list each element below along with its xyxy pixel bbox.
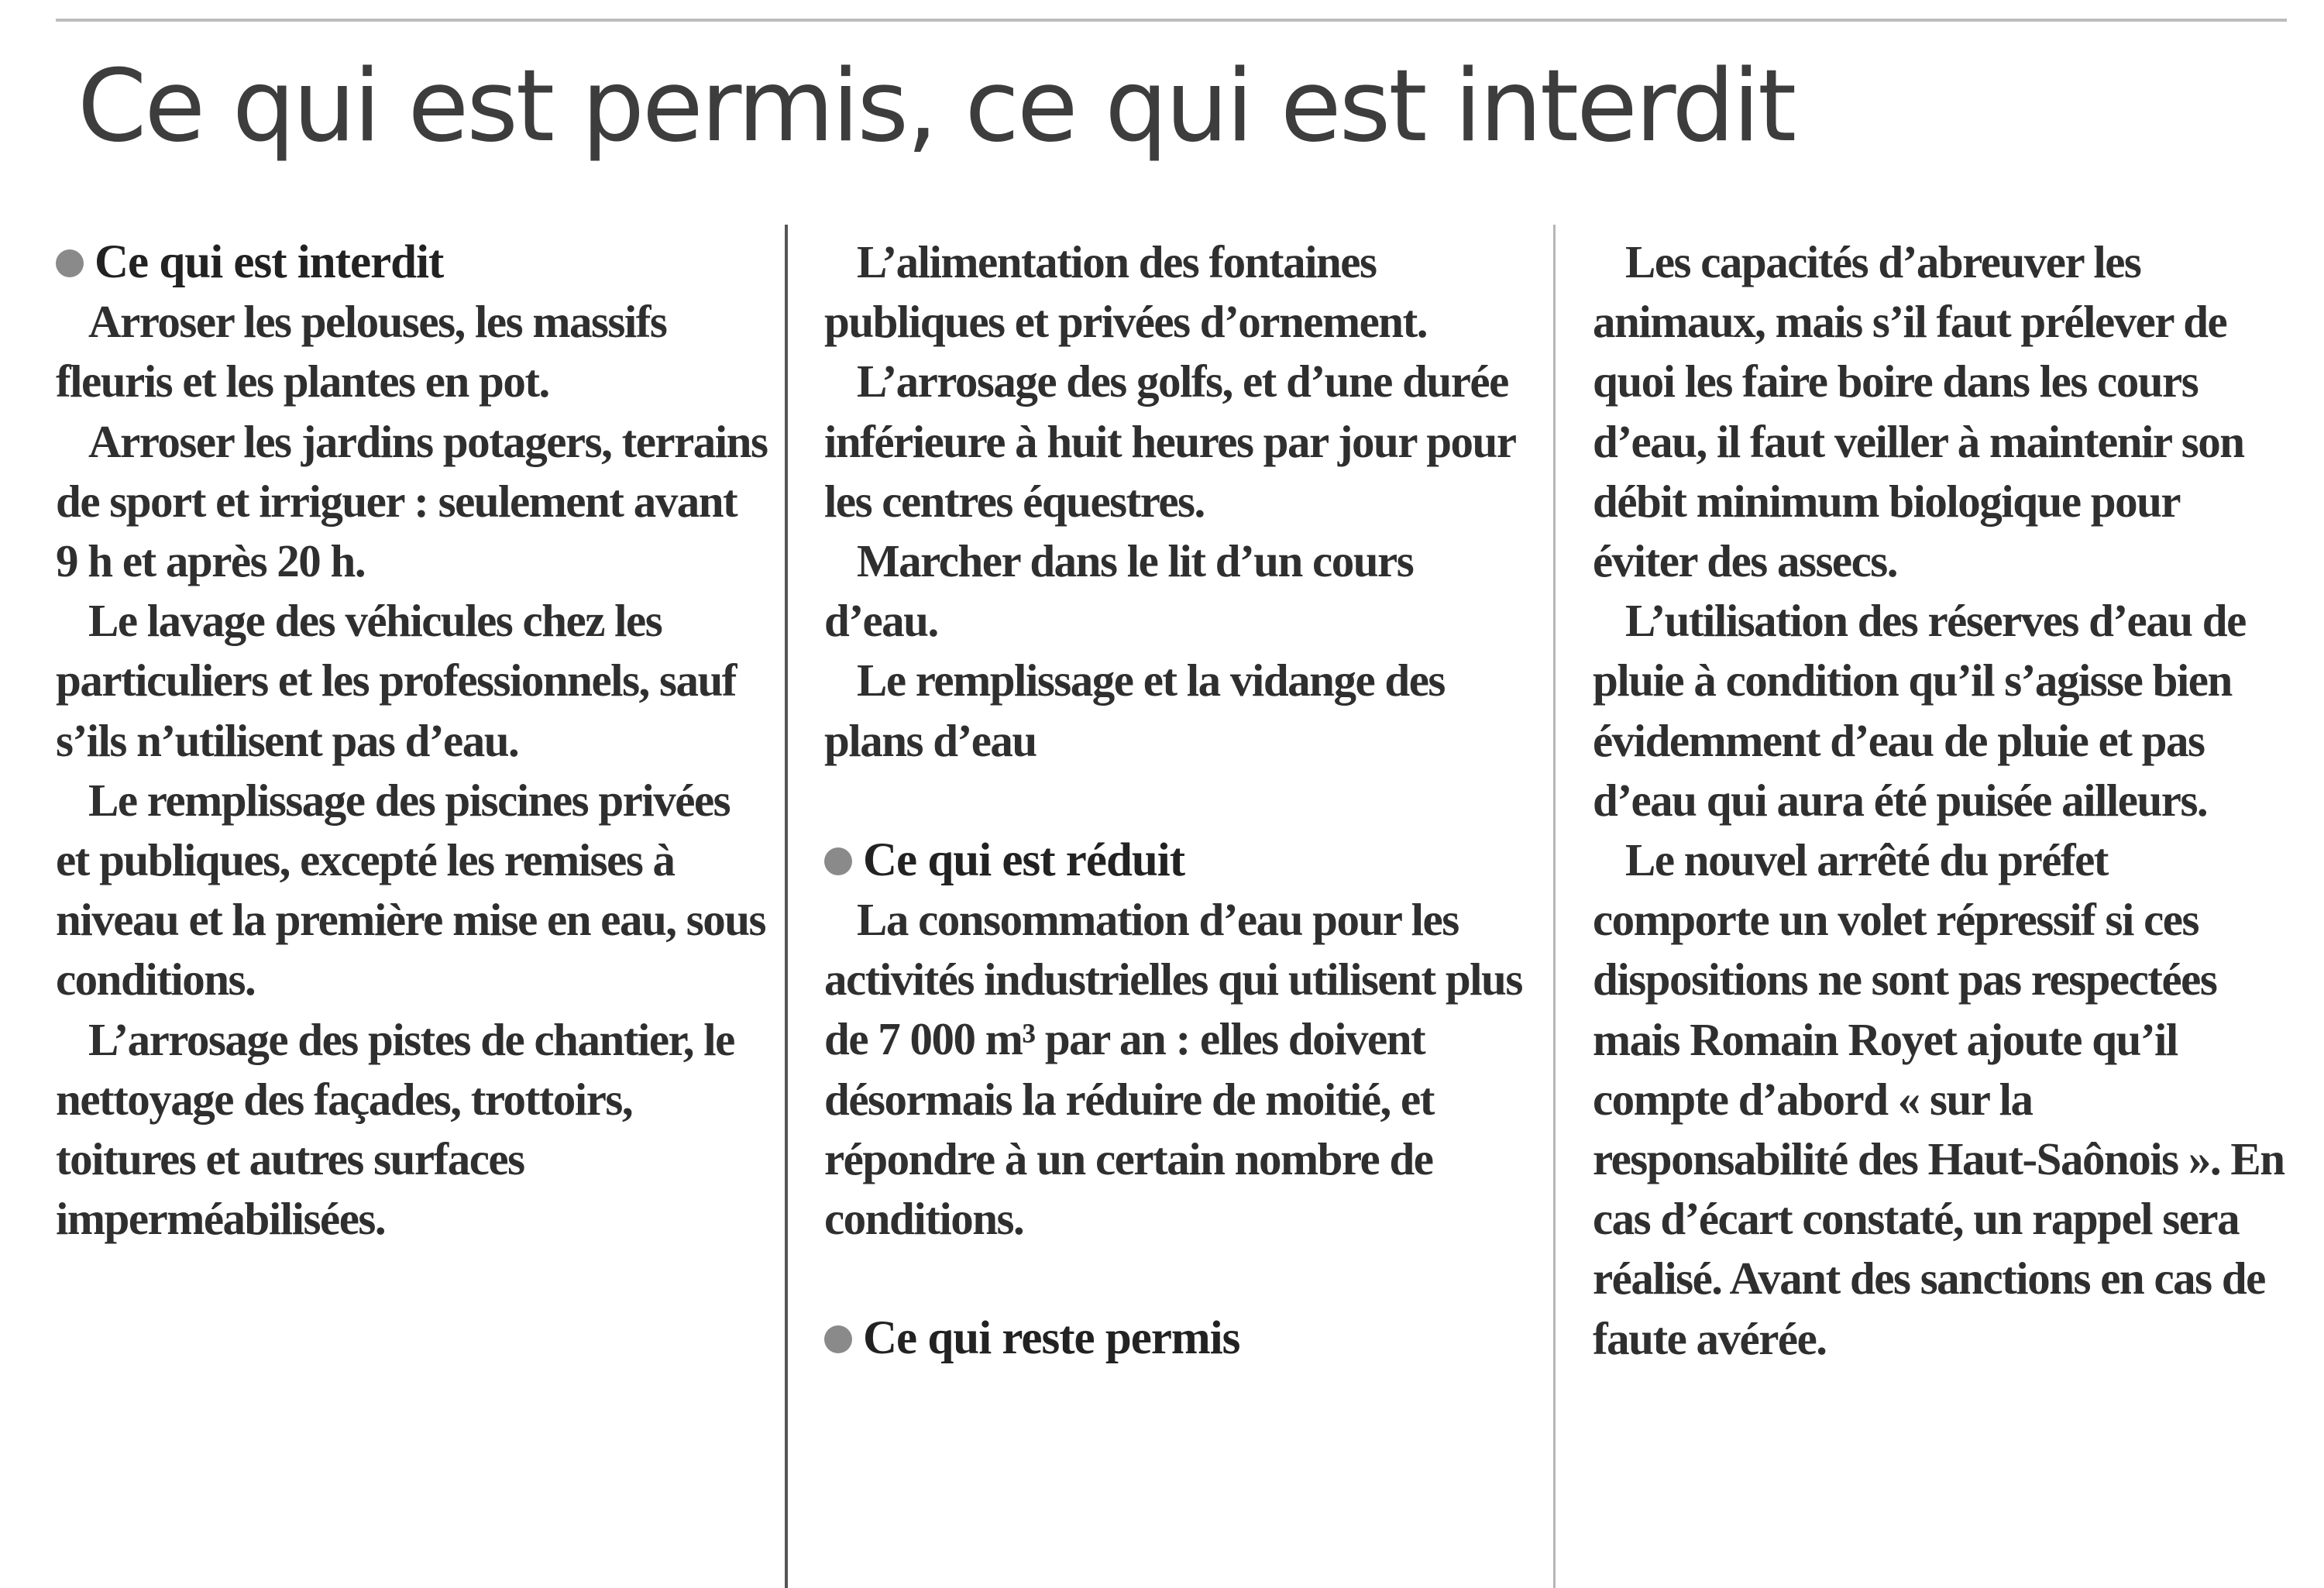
column-divider-left bbox=[785, 225, 788, 1588]
column-3 bbox=[1593, 232, 2290, 1369]
bullet-dot-icon bbox=[56, 249, 84, 277]
paragraph: Le remplissage et la vidange des plans d’eau bbox=[824, 655, 1445, 766]
section-heading-text: Ce qui reste permis bbox=[863, 1312, 1240, 1365]
paragraph: Arroser les jardins potagers, terrains de sport et irriguer : seulement avant 9 h et après 20 h. bbox=[56, 415, 768, 587]
section-spacer bbox=[824, 1249, 1529, 1308]
paragraph: Marcher dans le lit d’un cours d’eau. bbox=[824, 535, 1414, 647]
section-heading-interdit bbox=[56, 232, 768, 292]
paragraph: La consommation d’eau pour les activités industrielles qui utilisent plus de 7 000 m³ par an : elles doivent désormais la réduire de moitié, et répondre à un certain nombre de conditions. bbox=[824, 894, 1522, 1245]
paragraph: Le remplissage des piscines privées et publiques, excepté les remises à niveau et la première mise en eau, sous conditions. bbox=[56, 774, 766, 1005]
paragraph: L’arrosage des pistes de chantier, le nettoyage des façades, trottoirs, toitures et autres surfaces imperméabilisées. bbox=[56, 1013, 734, 1245]
paragraph: Les capacités d’abreuver les animaux, mais s’il faut prélever de quoi les faire boire dans les cours d’eau, il faut veiller à maintenir son débit minimum biologique pour éviter des assecs. bbox=[1593, 236, 2244, 587]
bullet-dot-icon bbox=[824, 1325, 852, 1353]
headline: Ce qui est permis, ce qui est interdit bbox=[77, 49, 1795, 164]
section-heading-reduit bbox=[824, 830, 1529, 890]
paragraph: Le nouvel arrêté du préfet comporte un volet répressif si ces dispositions ne sont pas respectées mais Romain Royet ajoute qu’il compte d’abord « sur la responsabilité des Haut-Saônois ». En cas d’écart constaté, un rappel sera réalisé. Avant des sanctions en cas de faute avérée. bbox=[1593, 834, 2284, 1364]
top-rule bbox=[56, 19, 2287, 22]
column-divider-right bbox=[1553, 225, 1556, 1588]
section-spacer bbox=[824, 771, 1529, 830]
column-2 bbox=[824, 232, 1529, 1368]
bullet-dot-icon bbox=[824, 847, 852, 875]
paragraph: L’arrosage des golfs, et d’une durée inférieure à huit heures par jour pour les centres équestres. bbox=[824, 356, 1515, 527]
section-heading-text: Ce qui est réduit bbox=[863, 834, 1185, 886]
paragraph: Le lavage des véhicules chez les particuliers et les professionnels, sauf s’ils n’utilisent pas d’eau. bbox=[56, 595, 736, 766]
column-1 bbox=[56, 232, 768, 1249]
paragraph: Arroser les pelouses, les massifs fleuris et les plantes en pot. bbox=[56, 296, 667, 407]
section-heading-text: Ce qui est interdit bbox=[95, 236, 444, 288]
paragraph: L’alimentation des fontaines publiques et privées d’ornement. bbox=[824, 236, 1427, 348]
section-heading-permis bbox=[824, 1308, 1529, 1368]
paragraph: L’utilisation des réserves d’eau de pluie à condition qu’il s’agisse bien évidemment d’eau de pluie et pas d’eau qui aura été puisée ailleurs. bbox=[1593, 595, 2246, 826]
